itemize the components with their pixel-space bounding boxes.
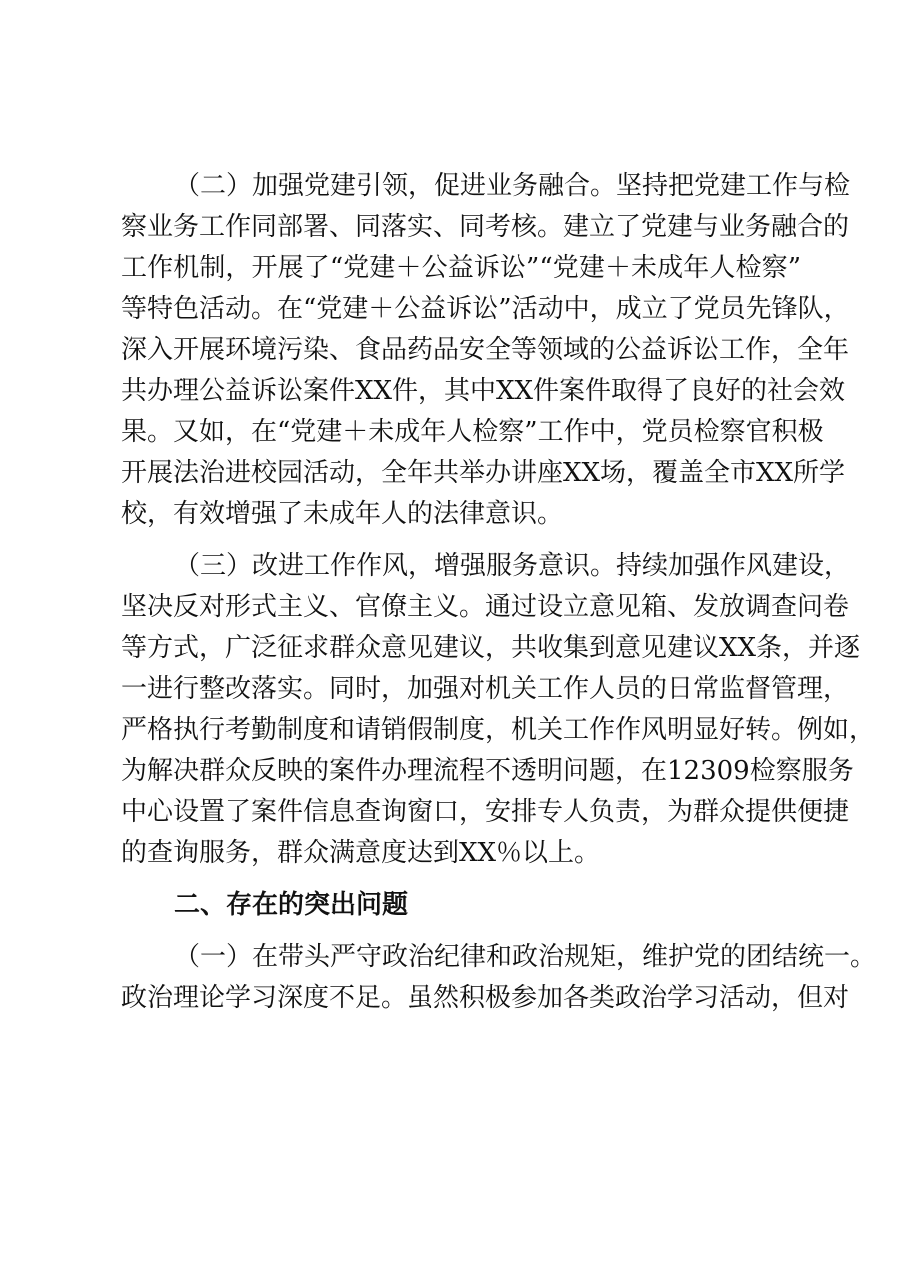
paragraph-line: 共办理公益诉讼案件XX件，其中XX件案件取得了良好的社会效: [121, 376, 846, 406]
paragraph-line: 的查询服务，群众满意度达到XX％以上。: [121, 838, 601, 868]
paragraph-line: （二）加强党建引领，促进业务融合。坚持把党建工作与检: [174, 171, 851, 201]
paragraph-line: 深入开展环境污染、食品药品安全等领域的公益诉讼工作，全年: [121, 335, 850, 365]
section-heading: 二、存在的突出问题: [174, 890, 409, 920]
paragraph-line: 为解决群众反映的案件办理流程不透明问题，在12309检察服务: [121, 756, 854, 786]
paragraph-line: 果。又如，在“党建＋未成年人检察”工作中，党员检察官积极: [121, 417, 824, 447]
paragraph-improve-work-style: [121, 546, 876, 874]
paragraph-political-discipline: [121, 937, 877, 1019]
paragraph-line: 等方式，广泛征求群众意见建议，共收集到意见建议XX条，并逐: [121, 633, 861, 663]
paragraph-line: 校，有效增强了未成年人的法律意识。: [121, 499, 564, 529]
paragraph-strengthen-party-leadership: [121, 166, 851, 535]
spacer: [121, 874, 801, 885]
spacer: [121, 926, 801, 937]
paragraph-line: （一）在带头严守政治纪律和政治规矩，维护党的团结统一。: [174, 942, 877, 972]
document-body: [121, 166, 877, 1019]
spacer: [121, 535, 801, 546]
paragraph-line: 中心设置了案件信息查询窗口，安排专人负责，为群众提供便捷: [121, 797, 850, 827]
paragraph-line: 严格执行考勤制度和请销假制度，机关工作作风明显好转。例如，: [121, 715, 876, 745]
paragraph-line: 察业务工作同部署、同落实、同考核。建立了党建与业务融合的: [121, 212, 850, 242]
paragraph-line: 一进行整改落实。同时，加强对机关工作人员的日常监督管理，: [121, 674, 850, 704]
paragraph-line: （三）改进工作作风，增强服务意识。持续加强作风建设，: [174, 551, 851, 581]
paragraph-line: 开展法治进校园活动，全年共举办讲座XX场，覆盖全市XX所学: [121, 458, 846, 488]
paragraph-line: 政治理论学习深度不足。虽然积极参加各类政治学习活动，但对: [121, 983, 850, 1013]
paragraph-line: 等特色活动。在“党建＋公益诉讼”活动中，成立了党员先锋队，: [121, 294, 850, 324]
paragraph-line: 工作机制，开展了“党建＋公益诉讼”“党建＋未成年人检察”: [121, 253, 801, 283]
paragraph-line: 坚决反对形式主义、官僚主义。通过设立意见箱、发放调查问卷: [121, 592, 850, 622]
